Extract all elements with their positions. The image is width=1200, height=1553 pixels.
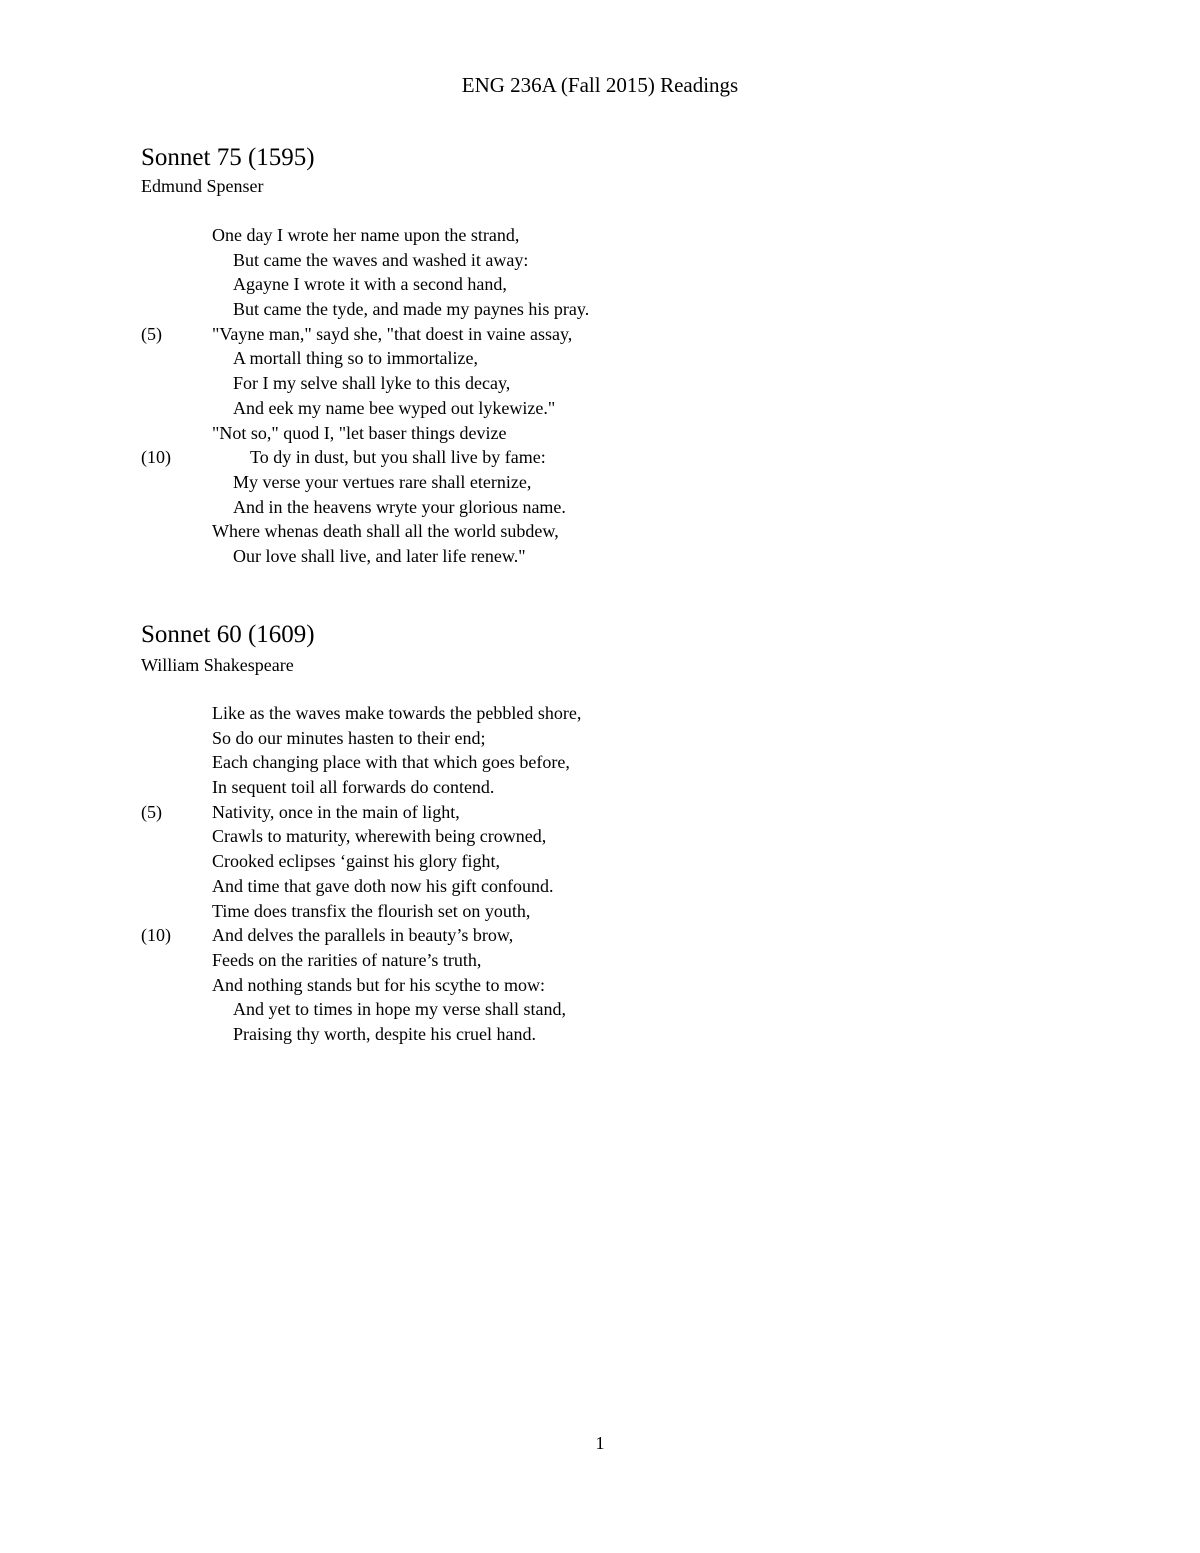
poem-line <box>0 800 1200 825</box>
poem-line <box>0 874 1200 899</box>
poem-line <box>0 470 1200 495</box>
line-text: Crooked eclipses ‘gainst his glory fight, <box>212 851 500 872</box>
line-text: And in the heavens wryte your glorious name. <box>233 496 566 517</box>
line-text: But came the waves and washed it away: <box>233 249 529 270</box>
poem-line <box>0 421 1200 446</box>
line-number: (10) <box>141 447 171 468</box>
poem-line <box>0 726 1200 751</box>
line-number: (10) <box>141 925 171 946</box>
line-text: For I my selve shall lyke to this decay, <box>233 373 511 394</box>
line-text: Where whenas death shall all the world subdew, <box>212 521 559 542</box>
poem-line <box>0 923 1200 948</box>
poem-line <box>0 495 1200 520</box>
poem-line <box>0 849 1200 874</box>
poem-author: William Shakespeare <box>141 655 294 675</box>
poem-line <box>0 346 1200 371</box>
poem-title: Sonnet 60 (1609) <box>141 621 315 648</box>
line-text: Nativity, once in the main of light, <box>212 801 460 822</box>
poem-line <box>0 248 1200 273</box>
line-text: Praising thy worth, despite his cruel hand. <box>233 1023 536 1044</box>
line-text: So do our minutes hasten to their end; <box>212 727 486 748</box>
line-text: And nothing stands but for his scythe to mow: <box>212 974 545 995</box>
poem-line <box>0 1022 1200 1047</box>
line-text: Feeds on the rarities of nature’s truth, <box>212 949 482 970</box>
line-text: "Vayne man," sayd she, "that doest in vaine assay, <box>212 323 573 344</box>
line-text: Each changing place with that which goes before, <box>212 752 570 773</box>
poem-line <box>0 750 1200 775</box>
line-text: Agayne I wrote it with a second hand, <box>233 274 507 295</box>
poem-line <box>0 899 1200 924</box>
line-text: And time that gave doth now his gift confound. <box>212 875 554 896</box>
page-number: 1 <box>595 1433 605 1453</box>
line-text: And eek my name bee wyped out lykewize." <box>233 397 556 418</box>
poem-line <box>0 322 1200 347</box>
poem-line <box>0 445 1200 470</box>
poem-line <box>0 973 1200 998</box>
line-text: Like as the waves make towards the pebbled shore, <box>212 703 582 723</box>
line-text: Crawls to maturity, wherewith being crowned, <box>212 826 547 847</box>
line-text: Time does transfix the flourish set on youth, <box>212 900 531 921</box>
line-text: In sequent toil all forwards do contend. <box>212 777 495 798</box>
line-text: "Not so," quod I, "let baser things devize <box>212 422 507 443</box>
line-number: (5) <box>141 801 162 822</box>
poem-line <box>0 223 1200 248</box>
line-text: My verse your vertues rare shall eternize, <box>233 471 532 492</box>
poem-line <box>0 948 1200 973</box>
line-text: But came the tyde, and made my paynes his pray. <box>233 299 590 320</box>
poem-body <box>0 223 1200 569</box>
poem-line <box>0 997 1200 1022</box>
line-text: To dy in dust, but you shall live by fame: <box>250 447 546 468</box>
line-number: (5) <box>141 323 162 344</box>
poem-line <box>0 297 1200 322</box>
poem-line <box>0 396 1200 421</box>
poem-line <box>0 519 1200 544</box>
line-text: And yet to times in hope my verse shall stand, <box>233 999 566 1020</box>
poem-line <box>0 701 1200 726</box>
page-header: ENG 236A (Fall 2015) Readings <box>461 73 739 97</box>
line-text: Our love shall live, and later life renew." <box>233 545 526 566</box>
poem-line <box>0 824 1200 849</box>
line-text: A mortall thing so to immortalize, <box>233 348 478 369</box>
poem-title: Sonnet 75 (1595) <box>141 144 315 171</box>
poem-body <box>0 701 1200 1047</box>
poem-author: Edmund Spenser <box>141 176 264 196</box>
poem-line <box>0 272 1200 297</box>
line-text: One day I wrote her name upon the strand, <box>212 225 520 245</box>
poem-line <box>0 544 1200 569</box>
line-text: And delves the parallels in beauty’s brow, <box>212 925 514 946</box>
poem-line <box>0 371 1200 396</box>
poem-line <box>0 775 1200 800</box>
